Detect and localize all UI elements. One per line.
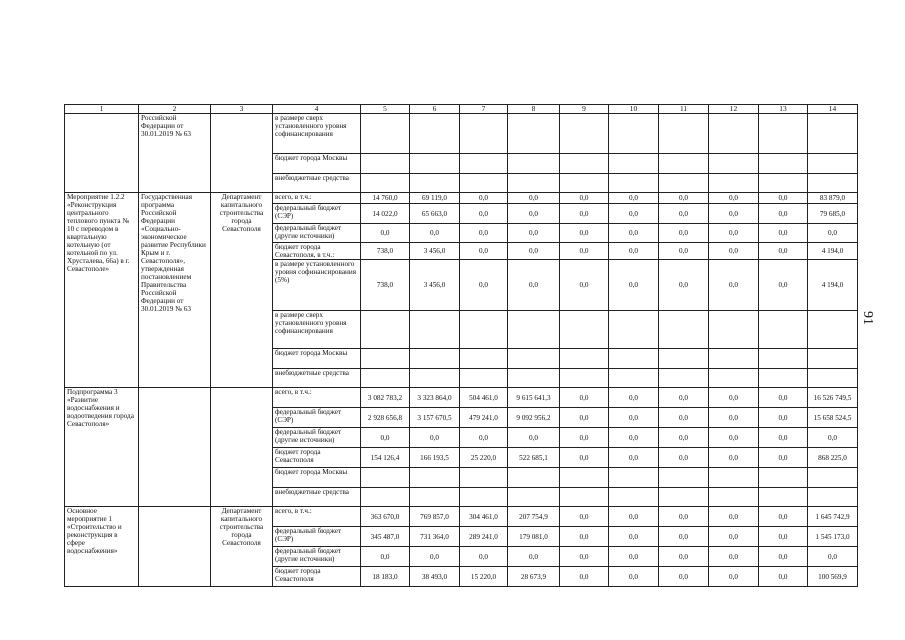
column-number-header: 6 (410, 105, 460, 114)
amount-cell: 0,0 (759, 243, 808, 260)
amount-cell: 38 493,0 (410, 567, 460, 587)
funding-source-cell: федеральный бюджет (другие источники) (273, 428, 361, 448)
amount-cell (808, 349, 858, 369)
amount-cell: 0,0 (609, 224, 659, 243)
amount-cell: 0,0 (560, 527, 609, 547)
program-cell: Российской Федерации от 30.01.2019 № 63 (139, 114, 211, 193)
amount-cell: 479 241,0 (460, 408, 508, 428)
amount-cell: 0,0 (659, 448, 709, 468)
amount-cell: 0,0 (709, 527, 759, 547)
amount-cell: 0,0 (609, 567, 659, 587)
amount-cell: 0,0 (759, 408, 808, 428)
amount-cell (560, 488, 609, 507)
column-number-header: 2 (139, 105, 211, 114)
amount-cell (609, 114, 659, 154)
amount-cell (609, 174, 659, 193)
amount-cell (508, 174, 560, 193)
program-cell: Государственная программа Российской Федерации «Социально-экономическое развитие Республики Крым и г. Севастополя», утвержденная постановлением Правительства Российской Федерации от 30.01.2019 № 63 (139, 193, 211, 388)
amount-cell (808, 174, 858, 193)
amount-cell: 3 323 864,0 (410, 388, 460, 408)
amount-cell: 14 760,0 (361, 193, 410, 204)
funding-source-cell: бюджет города Севастополя (273, 567, 361, 587)
amount-cell: 15 220,0 (460, 567, 508, 587)
amount-cell (759, 369, 808, 388)
amount-cell (508, 468, 560, 488)
amount-cell: 0,0 (659, 388, 709, 408)
funding-source-cell: в размере сверх установленного уровня софинансирования (273, 311, 361, 349)
amount-cell: 0,0 (759, 428, 808, 448)
amount-cell (460, 468, 508, 488)
amount-cell: 0,0 (709, 567, 759, 587)
amount-cell: 0,0 (709, 408, 759, 428)
amount-cell: 0,0 (508, 260, 560, 311)
amount-cell (808, 369, 858, 388)
amount-cell (709, 114, 759, 154)
amount-cell: 0,0 (659, 260, 709, 311)
executor-cell: Департамент капитального строительства города Севастополя (211, 193, 273, 388)
amount-cell: 0,0 (609, 204, 659, 224)
amount-cell: 15 658 524,5 (808, 408, 858, 428)
amount-cell (508, 349, 560, 369)
amount-cell (560, 468, 609, 488)
amount-cell (361, 369, 410, 388)
measure-name-cell: Подпрограмма 3 «Развитие водоснабжения и водоотведения города Севастополя» (65, 388, 139, 507)
column-number-header: 5 (361, 105, 410, 114)
amount-cell: 0,0 (609, 428, 659, 448)
amount-cell: 4 194,0 (808, 243, 858, 260)
column-number-header: 14 (808, 105, 858, 114)
amount-cell (508, 311, 560, 349)
funding-source-cell: федеральный бюджет (другие источники) (273, 547, 361, 567)
amount-cell: 0,0 (609, 243, 659, 260)
amount-cell: 0,0 (659, 527, 709, 547)
amount-cell (759, 114, 808, 154)
amount-cell: 0,0 (709, 243, 759, 260)
amount-cell: 0,0 (759, 193, 808, 204)
funding-source-cell: внебюджетные средства (273, 174, 361, 193)
column-number-header: 4 (273, 105, 361, 114)
amount-cell: 363 670,0 (361, 507, 410, 527)
amount-cell (410, 488, 460, 507)
amount-cell: 0,0 (759, 567, 808, 587)
amount-cell (508, 369, 560, 388)
funding-source-cell: внебюджетные средства (273, 488, 361, 507)
amount-cell (361, 468, 410, 488)
amount-cell (361, 349, 410, 369)
amount-cell (808, 114, 858, 154)
amount-cell (410, 311, 460, 349)
amount-cell: 0,0 (560, 224, 609, 243)
amount-cell: 0,0 (508, 243, 560, 260)
column-number-header: 13 (759, 105, 808, 114)
column-number-header: 12 (709, 105, 759, 114)
funding-source-cell: всего, в т.ч.: (273, 193, 361, 204)
program-cell (139, 507, 211, 587)
amount-cell: 0,0 (759, 527, 808, 547)
amount-cell: 0,0 (609, 408, 659, 428)
amount-cell: 0,0 (560, 193, 609, 204)
amount-cell (361, 311, 410, 349)
amount-cell: 0,0 (361, 428, 410, 448)
amount-cell: 0,0 (709, 193, 759, 204)
amount-cell: 0,0 (609, 448, 659, 468)
funding-source-cell: в размере сверх установленного уровня софинансирования (273, 114, 361, 154)
amount-cell: 0,0 (508, 547, 560, 567)
amount-cell (410, 369, 460, 388)
amount-cell (410, 349, 460, 369)
amount-cell (759, 154, 808, 174)
amount-cell (609, 369, 659, 388)
amount-cell: 14 022,0 (361, 204, 410, 224)
amount-cell: 0,0 (609, 388, 659, 408)
amount-cell: 4 194,0 (808, 260, 858, 311)
amount-cell (460, 311, 508, 349)
amount-cell (410, 154, 460, 174)
amount-cell: 0,0 (709, 547, 759, 567)
amount-cell: 18 183,0 (361, 567, 410, 587)
amount-cell: 166 193,5 (410, 448, 460, 468)
amount-cell (808, 468, 858, 488)
amount-cell (609, 154, 659, 174)
amount-cell (361, 488, 410, 507)
amount-cell (361, 114, 410, 154)
amount-cell (361, 154, 410, 174)
executor-cell (211, 114, 273, 193)
amount-cell: 0,0 (609, 507, 659, 527)
amount-cell (609, 349, 659, 369)
amount-cell (808, 154, 858, 174)
amount-cell (808, 488, 858, 507)
amount-cell: 0,0 (560, 260, 609, 311)
amount-cell: 504 461,0 (460, 388, 508, 408)
funding-source-cell: бюджет города Москвы (273, 468, 361, 488)
amount-cell: 0,0 (709, 448, 759, 468)
amount-cell (709, 311, 759, 349)
amount-cell (560, 154, 609, 174)
amount-cell: 345 487,0 (361, 527, 410, 547)
column-number-header: 7 (460, 105, 508, 114)
amount-cell: 304 461,0 (460, 507, 508, 527)
amount-cell (659, 488, 709, 507)
amount-cell (659, 114, 709, 154)
amount-cell: 0,0 (709, 204, 759, 224)
amount-cell: 522 685,1 (508, 448, 560, 468)
column-number-header: 10 (609, 105, 659, 114)
amount-cell (759, 311, 808, 349)
table-row (65, 193, 858, 204)
amount-cell: 0,0 (609, 260, 659, 311)
amount-cell: 0,0 (410, 224, 460, 243)
funding-source-cell: федеральный бюджет (СЭР) (273, 527, 361, 547)
amount-cell: 100 569,9 (808, 567, 858, 587)
amount-cell (659, 349, 709, 369)
amount-cell: 1 545 173,0 (808, 527, 858, 547)
header-row (65, 105, 858, 114)
amount-cell: 179 081,0 (508, 527, 560, 547)
amount-cell: 0,0 (560, 243, 609, 260)
amount-cell (410, 468, 460, 488)
funding-source-cell: бюджет города Севастополя, в т.ч.: (273, 243, 361, 260)
amount-cell (460, 114, 508, 154)
funding-source-cell: бюджет города Москвы (273, 349, 361, 369)
amount-cell: 0,0 (560, 547, 609, 567)
amount-cell (560, 114, 609, 154)
amount-cell: 0,0 (709, 224, 759, 243)
amount-cell: 769 857,0 (410, 507, 460, 527)
amount-cell: 731 364,0 (410, 527, 460, 547)
amount-cell (759, 349, 808, 369)
measure-name-cell: Основное мероприятие 1 «Строительство и реконструкция в сфере водоснабжения» (65, 507, 139, 587)
amount-cell: 0,0 (659, 428, 709, 448)
funding-source-cell: федеральный бюджет (СЭР) (273, 204, 361, 224)
amount-cell: 0,0 (560, 408, 609, 428)
amount-cell (709, 154, 759, 174)
amount-cell: 0,0 (659, 204, 709, 224)
amount-cell: 28 673,9 (508, 567, 560, 587)
amount-cell: 0,0 (808, 428, 858, 448)
amount-cell: 0,0 (460, 547, 508, 567)
amount-cell: 0,0 (460, 224, 508, 243)
amount-cell (460, 349, 508, 369)
amount-cell: 0,0 (508, 224, 560, 243)
amount-cell (410, 174, 460, 193)
executor-cell: Департамент капитального строительства города Севастополя (211, 507, 273, 587)
amount-cell: 0,0 (508, 193, 560, 204)
amount-cell: 69 119,0 (410, 193, 460, 204)
funding-source-cell: федеральный бюджет (другие источники) (273, 224, 361, 243)
amount-cell: 9 092 956,2 (508, 408, 560, 428)
program-cell (139, 388, 211, 507)
amount-cell (609, 311, 659, 349)
column-number-header: 3 (211, 105, 273, 114)
amount-cell (759, 488, 808, 507)
table-row (65, 114, 858, 154)
amount-cell: 0,0 (609, 527, 659, 547)
amount-cell: 0,0 (560, 388, 609, 408)
amount-cell: 0,0 (560, 507, 609, 527)
amount-cell (560, 349, 609, 369)
amount-cell: 0,0 (410, 428, 460, 448)
amount-cell: 3 456,0 (410, 243, 460, 260)
amount-cell: 0,0 (460, 193, 508, 204)
table-row (65, 388, 858, 408)
amount-cell: 0,0 (659, 243, 709, 260)
amount-cell: 0,0 (709, 260, 759, 311)
funding-source-cell: федеральный бюджет (СЭР) (273, 408, 361, 428)
amount-cell: 0,0 (659, 547, 709, 567)
amount-cell (508, 154, 560, 174)
amount-cell: 0,0 (709, 428, 759, 448)
amount-cell (759, 468, 808, 488)
measure-name-cell (65, 114, 139, 193)
amount-cell: 207 754,9 (508, 507, 560, 527)
amount-cell: 738,0 (361, 243, 410, 260)
amount-cell: 0,0 (460, 428, 508, 448)
amount-cell (659, 311, 709, 349)
amount-cell: 9 615 641,3 (508, 388, 560, 408)
amount-cell: 3 456,0 (410, 260, 460, 311)
amount-cell (709, 369, 759, 388)
executor-cell (211, 388, 273, 507)
amount-cell: 0,0 (609, 547, 659, 567)
amount-cell (659, 174, 709, 193)
amount-cell: 3 157 670,5 (410, 408, 460, 428)
amount-cell: 738,0 (361, 260, 410, 311)
amount-cell (560, 311, 609, 349)
amount-cell: 0,0 (759, 547, 808, 567)
amount-cell: 0,0 (361, 547, 410, 567)
amount-cell (410, 114, 460, 154)
amount-cell: 0,0 (808, 224, 858, 243)
funding-source-cell: бюджет города Москвы (273, 154, 361, 174)
amount-cell: 0,0 (709, 388, 759, 408)
page-number: 91 (860, 311, 875, 325)
amount-cell (508, 488, 560, 507)
amount-cell: 0,0 (508, 428, 560, 448)
amount-cell: 1 645 742,9 (808, 507, 858, 527)
amount-cell (508, 114, 560, 154)
amount-cell: 0,0 (560, 448, 609, 468)
amount-cell: 0,0 (759, 224, 808, 243)
amount-cell: 0,0 (759, 388, 808, 408)
amount-cell: 0,0 (560, 428, 609, 448)
amount-cell: 0,0 (659, 507, 709, 527)
amount-cell: 0,0 (659, 567, 709, 587)
amount-cell (659, 369, 709, 388)
amount-cell (460, 174, 508, 193)
amount-cell: 0,0 (508, 204, 560, 224)
amount-cell: 0,0 (659, 193, 709, 204)
amount-cell: 0,0 (759, 448, 808, 468)
amount-cell: 0,0 (460, 243, 508, 260)
amount-cell (460, 154, 508, 174)
amount-cell: 0,0 (759, 507, 808, 527)
amount-cell: 25 220,0 (460, 448, 508, 468)
amount-cell (361, 174, 410, 193)
amount-cell: 16 526 749,5 (808, 388, 858, 408)
amount-cell (709, 174, 759, 193)
amount-cell: 0,0 (759, 204, 808, 224)
amount-cell: 83 879,0 (808, 193, 858, 204)
funding-source-cell: бюджет города Севастополя (273, 448, 361, 468)
amount-cell (609, 488, 659, 507)
amount-cell (460, 488, 508, 507)
amount-cell (460, 369, 508, 388)
amount-cell: 289 241,0 (460, 527, 508, 547)
amount-cell (808, 311, 858, 349)
amount-cell (659, 468, 709, 488)
amount-cell (709, 488, 759, 507)
amount-cell: 0,0 (560, 204, 609, 224)
measure-name-cell: Мероприятие 1.2.2 «Реконструкция центрального теплового пункта № 10 с переводом в квартальную котельную (от котельной по ул. Хрусталева, 66а) в г. Севастополе» (65, 193, 139, 388)
funding-source-cell: внебюджетные средства (273, 369, 361, 388)
budget-table (64, 104, 858, 587)
funding-source-cell: всего, в т.ч.: (273, 507, 361, 527)
column-number-header: 8 (508, 105, 560, 114)
funding-source-cell: в размере установленного уровня софинансирования (5%) (273, 260, 361, 311)
amount-cell: 868 225,0 (808, 448, 858, 468)
amount-cell (560, 369, 609, 388)
column-number-header: 9 (560, 105, 609, 114)
amount-cell: 0,0 (460, 204, 508, 224)
column-number-header: 1 (65, 105, 139, 114)
amount-cell (659, 154, 709, 174)
amount-cell: 0,0 (659, 408, 709, 428)
amount-cell: 0,0 (659, 224, 709, 243)
amount-cell: 0,0 (808, 547, 858, 567)
amount-cell: 0,0 (560, 567, 609, 587)
amount-cell (560, 174, 609, 193)
amount-cell: 65 663,0 (410, 204, 460, 224)
column-number-header: 11 (659, 105, 709, 114)
amount-cell: 0,0 (460, 260, 508, 311)
amount-cell: 0,0 (361, 224, 410, 243)
amount-cell: 0,0 (609, 193, 659, 204)
amount-cell: 3 082 783,2 (361, 388, 410, 408)
amount-cell (709, 349, 759, 369)
amount-cell: 0,0 (759, 260, 808, 311)
amount-cell (609, 468, 659, 488)
table-row (65, 507, 858, 527)
amount-cell: 79 685,0 (808, 204, 858, 224)
amount-cell: 154 126,4 (361, 448, 410, 468)
amount-cell: 0,0 (410, 547, 460, 567)
amount-cell: 0,0 (709, 507, 759, 527)
amount-cell (709, 468, 759, 488)
amount-cell: 2 928 656,8 (361, 408, 410, 428)
funding-source-cell: всего, в т.ч.: (273, 388, 361, 408)
amount-cell (759, 174, 808, 193)
